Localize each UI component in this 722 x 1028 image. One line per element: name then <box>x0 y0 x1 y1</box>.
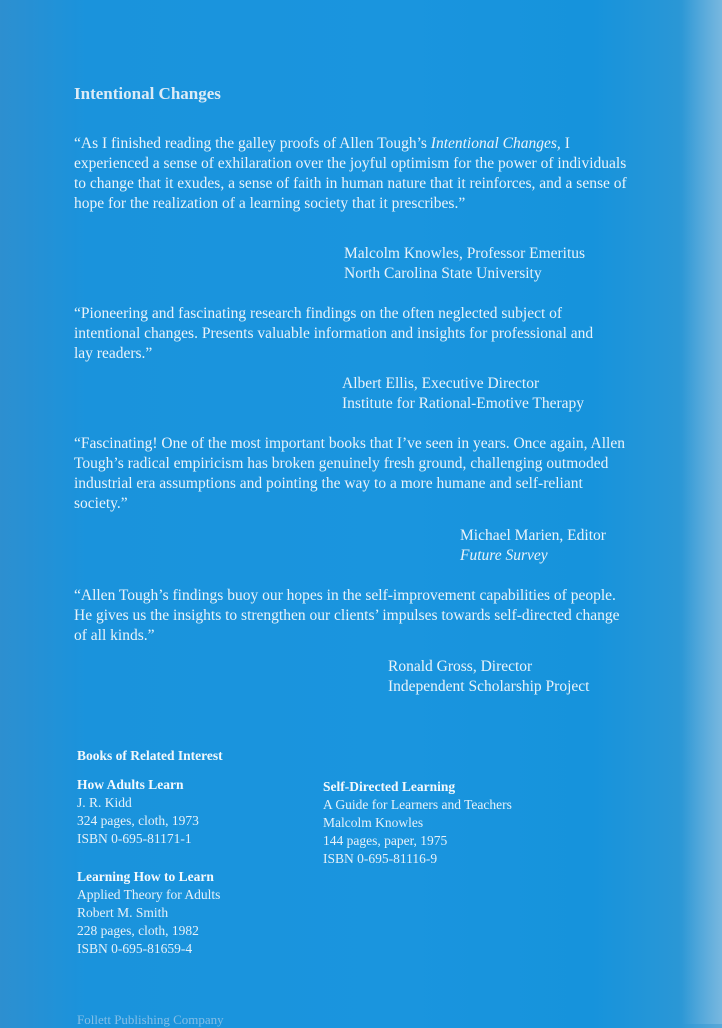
book-author: J. R. Kidd <box>77 795 132 810</box>
quote-gross: “Allen Tough’s findings buoy our hopes in the self-improvement capabilities of people. He gives us the insights to strengthen our clients’ impulses towards self-directed change of all kinds.” <box>74 587 620 644</box>
related-books-heading: Books of Related Interest <box>77 748 223 763</box>
attribution-name: Ronald Gross, Director <box>388 658 533 675</box>
attribution-marien <box>460 526 606 566</box>
attribution-affiliation: Independent Scholarship Project <box>388 678 590 695</box>
book-isbn: ISBN 0-695-81116-9 <box>323 851 438 866</box>
book-subtitle: A Guide for Learners and Teachers <box>323 797 512 812</box>
book-author: Robert M. Smith <box>77 905 169 920</box>
quote-text: “As I finished reading the galley proofs of Allen Tough’s <box>74 135 431 152</box>
publisher-footer: Follett Publishing Company <box>77 1012 224 1027</box>
attribution-affiliation: Future Survey <box>460 547 548 564</box>
book-details: 324 pages, cloth, 1973 <box>77 813 199 828</box>
attribution-knowles <box>344 244 585 284</box>
book-how-adults-learn <box>77 776 199 848</box>
book-title-italic: Intentional Changes, <box>430 135 561 152</box>
page-title: Intentional Changes <box>74 84 221 103</box>
book-isbn: ISBN 0-695-81659-4 <box>77 941 193 956</box>
attribution-affiliation: Institute for Rational-Emotive Therapy <box>342 395 585 412</box>
book-title: Self-Directed Learning <box>323 779 456 794</box>
book-details: 144 pages, paper, 1975 <box>323 833 448 848</box>
book-author: Malcolm Knowles <box>323 815 424 830</box>
attribution-name: Michael Marien, Editor <box>460 527 606 544</box>
book-title: Learning How to Learn <box>77 869 214 884</box>
attribution-affiliation: North Carolina State University <box>344 265 542 282</box>
book-learning-how-to-learn <box>77 868 220 958</box>
book-subtitle: Applied Theory for Adults <box>77 887 221 902</box>
quote-text: I experienced a sense of exhilaration over the joyful optimism for the power of individuals to change that it exudes, a sense of faith in human nature that it reinforces, and a sense of hope for the realization of a learning society that it prescribes.” <box>74 135 627 212</box>
quote-knowles <box>74 134 634 214</box>
quote-marien: “Fascinating! One of the most important books that I’ve seen in years. Once again, Allen Tough’s radical empiricism has broken genuinely fresh ground, challenging outmoded industrial era assumptions and pointing the way to a more humane and self-reliant society.” <box>74 435 625 512</box>
page-edge <box>682 0 722 1024</box>
book-title: How Adults Learn <box>77 777 184 792</box>
attribution-name: Albert Ellis, Executive Director <box>342 375 540 392</box>
book-details: 228 pages, cloth, 1982 <box>77 923 199 938</box>
book-isbn: ISBN 0-695-81171-1 <box>77 831 192 846</box>
attribution-gross <box>388 657 589 697</box>
quote-ellis: “Pioneering and fascinating research findings on the often neglected subject of intentional changes. Presents valuable information and insights for professional and lay readers.” <box>74 305 594 362</box>
book-self-directed-learning <box>323 778 512 868</box>
attribution-ellis <box>342 374 584 414</box>
attribution-name: Malcolm Knowles, Professor Emeritus <box>344 245 586 262</box>
